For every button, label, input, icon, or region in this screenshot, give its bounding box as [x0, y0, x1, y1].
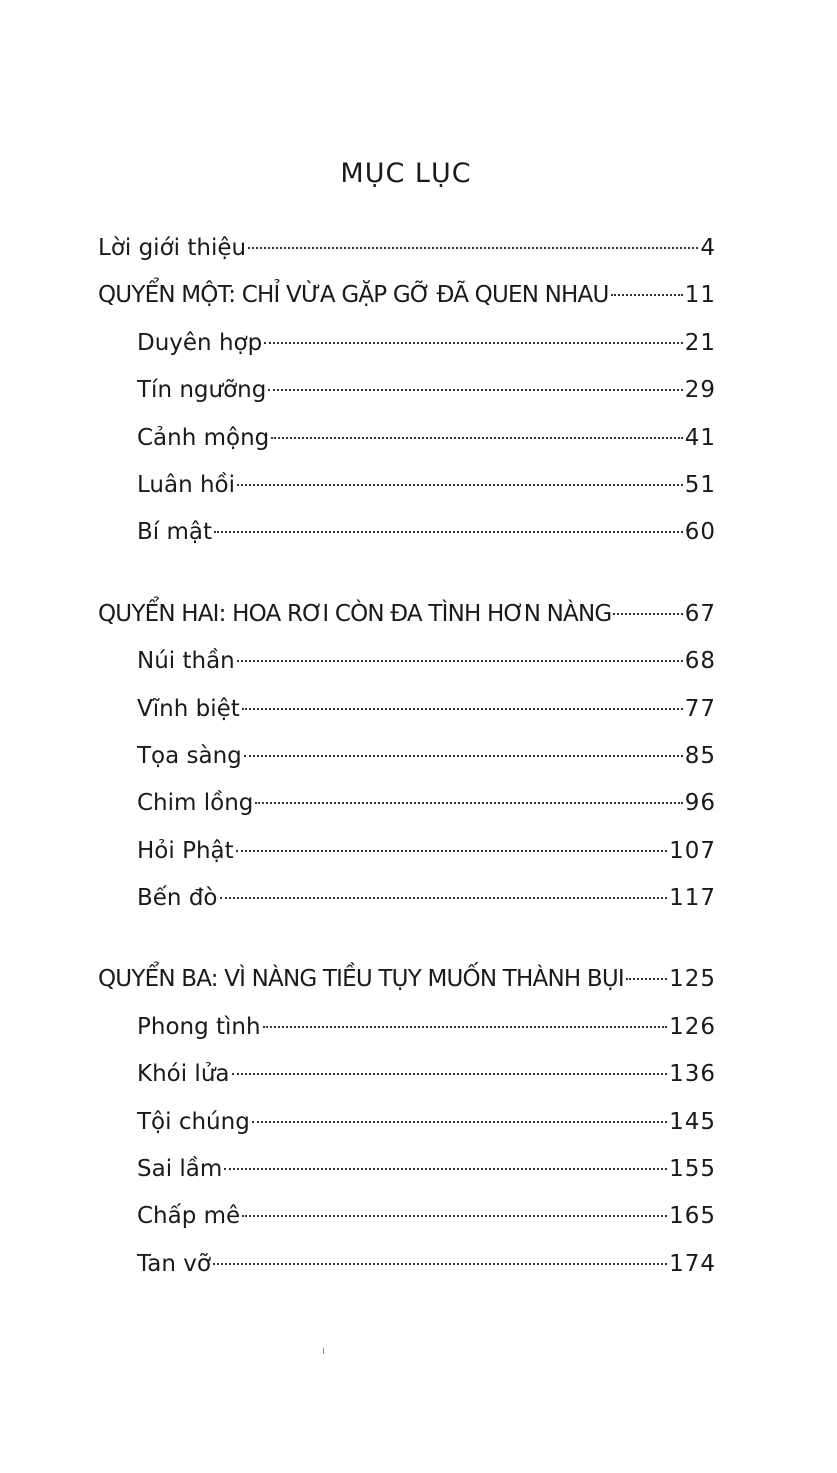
toc-chapter-entry [98, 1244, 716, 1291]
table-of-contents [98, 228, 716, 1291]
dot-leader [613, 613, 682, 615]
toc-chapter-page: 174 [669, 1250, 716, 1277]
toc-chapter-page: 41 [684, 424, 716, 451]
toc-chapter-entry [98, 641, 716, 688]
dot-leader [236, 850, 667, 852]
toc-chapter-entry [98, 323, 716, 370]
toc-chapter-page: 126 [669, 1013, 716, 1040]
toc-part-label: QUYỂN HAI: HOA RƠI CÒN ĐA TÌNH HƠN NÀNG [98, 600, 612, 627]
dot-leader [237, 660, 683, 662]
toc-chapter-label: Chim lồng [137, 790, 254, 817]
dot-leader [263, 1026, 668, 1028]
section-spacer [98, 560, 716, 594]
toc-chapter-entry [98, 1102, 716, 1149]
toc-chapter-label: Tội chúng [137, 1108, 250, 1135]
dot-leader [224, 1168, 667, 1170]
toc-chapter-entry [98, 512, 716, 559]
dot-leader [213, 1263, 667, 1265]
toc-entry-intro [98, 228, 716, 275]
toc-chapter-page: 85 [684, 742, 716, 769]
dot-leader [214, 531, 683, 533]
dot-leader [271, 437, 682, 439]
toc-chapter-page: 107 [669, 837, 716, 864]
toc-chapter-page: 51 [684, 471, 716, 498]
toc-part-page: 67 [684, 600, 716, 627]
toc-chapter-entry [98, 736, 716, 783]
toc-chapter-page: 117 [669, 885, 716, 912]
toc-chapter-label: Tọa sàng [137, 742, 242, 769]
toc-chapter-label: Cảnh mộng [137, 424, 270, 451]
toc-chapter-page: 77 [684, 695, 716, 722]
toc-chapter-entry [98, 1054, 716, 1101]
toc-part-page: 125 [669, 966, 716, 993]
toc-chapter-entry [98, 1007, 716, 1054]
toc-chapter-entry [98, 689, 716, 736]
dot-leader [242, 708, 683, 710]
dot-leader [264, 342, 683, 344]
dot-leader [248, 247, 698, 249]
toc-part-heading [98, 959, 716, 1006]
toc-chapter-label: Bến đò [137, 885, 218, 912]
toc-chapter-label: Duyên hợp [137, 329, 263, 356]
toc-chapter-label: Tan vỡ [137, 1250, 211, 1277]
dot-leader [220, 897, 668, 899]
toc-chapter-page: 145 [669, 1108, 716, 1135]
toc-chapter-page: 29 [684, 377, 716, 404]
page-title: MỤC LỤC [340, 158, 472, 189]
toc-part-heading [98, 594, 716, 641]
toc-chapter-label: Núi thần [137, 648, 235, 675]
toc-chapter-entry [98, 370, 716, 417]
dot-leader [268, 389, 682, 391]
dot-leader [232, 1073, 668, 1075]
toc-chapter-label: Phong tình [137, 1013, 261, 1040]
toc-chapter-page: 60 [684, 519, 716, 546]
toc-chapter-label: Chấp mê [137, 1203, 241, 1230]
toc-part-label: QUYỂN BA: VÌ NÀNG TIỀU TỤY MUỐN THÀNH BỤI [98, 966, 624, 993]
dot-leader [242, 1215, 667, 1217]
toc-chapter-page: 21 [684, 329, 716, 356]
dot-leader [244, 755, 683, 757]
toc-chapter-label: Hỏi Phật [137, 837, 234, 864]
toc-entry-page: 4 [700, 235, 716, 261]
toc-chapter-entry [98, 1196, 716, 1243]
section-spacer [98, 925, 716, 959]
toc-part-heading [98, 275, 716, 322]
toc-chapter-entry [98, 1149, 716, 1196]
toc-chapter-entry [98, 878, 716, 925]
dot-leader [626, 978, 667, 980]
toc-chapter-page: 155 [669, 1156, 716, 1183]
toc-chapter-label: Vĩnh biệt [137, 695, 240, 722]
toc-chapter-label: Khói lửa [137, 1061, 230, 1088]
toc-chapter-entry [98, 465, 716, 512]
toc-chapter-page: 96 [684, 790, 716, 817]
toc-part-label: QUYỂN MỘT: CHỈ VỪA GẶP GỠ ĐÃ QUEN NHAU [98, 282, 609, 309]
dot-leader [252, 1121, 667, 1123]
toc-chapter-label: Sai lầm [137, 1156, 223, 1183]
toc-chapter-entry [98, 831, 716, 878]
toc-chapter-entry [98, 783, 716, 830]
toc-chapter-page: 165 [669, 1203, 716, 1230]
toc-part-page: 11 [684, 282, 716, 309]
toc-chapter-entry [98, 418, 716, 465]
dot-leader [611, 294, 683, 296]
toc-entry-label: Lời giới thiệu [98, 235, 247, 261]
toc-chapter-label: Bí mật [137, 519, 212, 546]
toc-chapter-page: 136 [669, 1061, 716, 1088]
toc-chapter-label: Luân hồi [137, 471, 236, 498]
dot-leader [255, 802, 682, 804]
print-speck [323, 1348, 324, 1354]
toc-chapter-page: 68 [684, 648, 716, 675]
dot-leader [237, 484, 683, 486]
toc-chapter-label: Tín ngưỡng [137, 377, 267, 404]
